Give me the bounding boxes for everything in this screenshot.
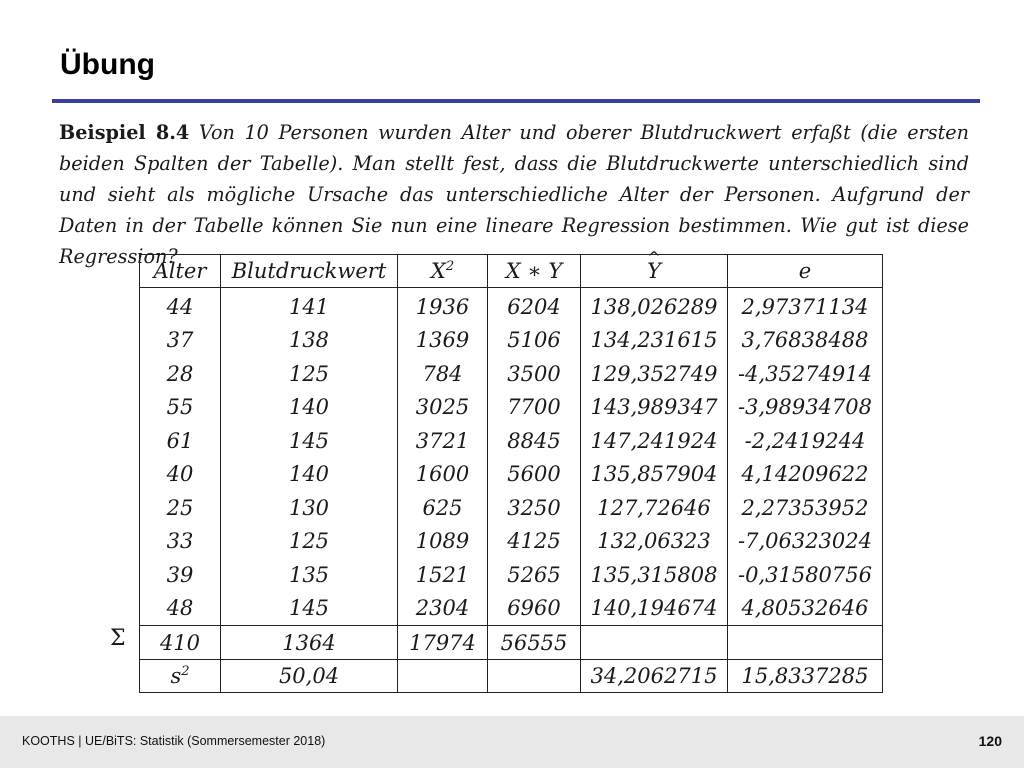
table-cell: 129,352749 <box>581 357 728 391</box>
table-row <box>140 391 883 425</box>
variance-cell: 50,04 <box>221 660 398 693</box>
table-row <box>140 357 883 391</box>
table-cell: 140,194674 <box>581 592 728 626</box>
table-cell: 1521 <box>398 558 488 592</box>
table-cell: 6204 <box>488 288 581 324</box>
table-cell: 37 <box>140 324 221 358</box>
table-cell: 2,27353952 <box>728 491 883 525</box>
example-body: Von 10 Personen wurden Alter und oberer Blutdruckwert erfaßt (die ersten beiden Spalten der Tabelle). Man stellt fest, dass die Blutdruckwerte unterschiedlich sind und sieht als mögliche Ursache das unterschiedliche Alter der Personen. Aufgrund der Daten in der Tabelle können Sie nun eine lineare Regression bestimmen. Wie gut ist diese Regression? <box>59 121 970 268</box>
table-body <box>140 288 883 626</box>
sum-cell <box>728 626 883 660</box>
table-cell: 2,97371134 <box>728 288 883 324</box>
table-cell: 44 <box>140 288 221 324</box>
header-y-hat <box>581 255 728 288</box>
page-number: 120 <box>978 733 1002 749</box>
table-cell: -0,31580756 <box>728 558 883 592</box>
header-x-times-y: X ∗ Y <box>488 255 581 288</box>
table-cell: 55 <box>140 391 221 425</box>
table-cell: 145 <box>221 424 398 458</box>
table-cell: 784 <box>398 357 488 391</box>
variance-symbol: s <box>170 664 182 688</box>
variance-label <box>140 660 221 693</box>
table-row <box>140 288 883 324</box>
table-cell: 138,026289 <box>581 288 728 324</box>
table-cell: 6960 <box>488 592 581 626</box>
table-cell: 7700 <box>488 391 581 425</box>
variance-exponent: 2 <box>181 664 190 679</box>
table-cell: 2304 <box>398 592 488 626</box>
table-cell: -4,35274914 <box>728 357 883 391</box>
table-cell: 135,315808 <box>581 558 728 592</box>
table-cell: 3025 <box>398 391 488 425</box>
variance-cell: 15,8337285 <box>728 660 883 693</box>
header-x-base: X <box>430 259 446 283</box>
header-x-exponent: 2 <box>445 259 455 274</box>
header-alter: Alter <box>140 255 221 288</box>
table-row <box>140 525 883 559</box>
example-label: Beispiel 8.4 <box>59 121 190 144</box>
sum-cell: 1364 <box>221 626 398 660</box>
table-row <box>140 491 883 525</box>
table-cell: -7,06323024 <box>728 525 883 559</box>
table-cell: 5106 <box>488 324 581 358</box>
table-cell: 33 <box>140 525 221 559</box>
header-x-squared <box>398 255 488 288</box>
sum-cell: 410 <box>140 626 221 660</box>
footer-text: KOOTHS | UE/BiTS: Statistik (Sommersemester 2018) <box>22 734 326 748</box>
table-cell: -2,2419244 <box>728 424 883 458</box>
header-blutdruckwert: Blutdruckwert <box>221 255 398 288</box>
table-cell: 61 <box>140 424 221 458</box>
header-y-hat-symbol: ^ Y <box>647 259 661 283</box>
table-cell: 1089 <box>398 525 488 559</box>
table-cell: 127,72646 <box>581 491 728 525</box>
table-cell: 134,231615 <box>581 324 728 358</box>
regression-table <box>139 254 883 693</box>
sum-symbol: Σ <box>110 626 126 651</box>
sum-row <box>140 626 883 660</box>
table-cell: 3,76838488 <box>728 324 883 358</box>
variance-row <box>140 660 883 693</box>
table-row <box>140 424 883 458</box>
variance-cell <box>398 660 488 693</box>
table-row <box>140 592 883 626</box>
table-cell: 140 <box>221 458 398 492</box>
table-cell: 1369 <box>398 324 488 358</box>
table-row <box>140 324 883 358</box>
sum-cell <box>581 626 728 660</box>
table-cell: 625 <box>398 491 488 525</box>
table-cell: 4,14209622 <box>728 458 883 492</box>
sum-cell: 56555 <box>488 626 581 660</box>
table-cell: 1936 <box>398 288 488 324</box>
table-cell: 48 <box>140 592 221 626</box>
example-paragraph <box>59 117 969 272</box>
variance-cell <box>488 660 581 693</box>
table-cell: -3,98934708 <box>728 391 883 425</box>
slide-title: Übung <box>60 48 155 81</box>
table-cell: 141 <box>221 288 398 324</box>
table-header-row <box>140 255 883 288</box>
table-row <box>140 558 883 592</box>
table-cell: 135,857904 <box>581 458 728 492</box>
table-cell: 5265 <box>488 558 581 592</box>
table-cell: 145 <box>221 592 398 626</box>
table-cell: 138 <box>221 324 398 358</box>
table-cell: 147,241924 <box>581 424 728 458</box>
table-cell: 132,06323 <box>581 525 728 559</box>
table-cell: 8845 <box>488 424 581 458</box>
table-cell: 5600 <box>488 458 581 492</box>
table-cell: 3250 <box>488 491 581 525</box>
table-cell: 39 <box>140 558 221 592</box>
table-cell: 140 <box>221 391 398 425</box>
table-cell: 125 <box>221 357 398 391</box>
table-cell: 135 <box>221 558 398 592</box>
table-cell: 3721 <box>398 424 488 458</box>
table-cell: 143,989347 <box>581 391 728 425</box>
table-row <box>140 458 883 492</box>
header-residual: e <box>728 255 883 288</box>
table-cell: 25 <box>140 491 221 525</box>
table-cell: 125 <box>221 525 398 559</box>
sum-cell: 17974 <box>398 626 488 660</box>
table-cell: 1600 <box>398 458 488 492</box>
title-underline <box>52 99 980 103</box>
variance-cell: 34,2062715 <box>581 660 728 693</box>
table-cell: 130 <box>221 491 398 525</box>
table-cell: 40 <box>140 458 221 492</box>
table-cell: 3500 <box>488 357 581 391</box>
table-cell: 28 <box>140 357 221 391</box>
table-cell: 4,80532646 <box>728 592 883 626</box>
table-cell: 4125 <box>488 525 581 559</box>
